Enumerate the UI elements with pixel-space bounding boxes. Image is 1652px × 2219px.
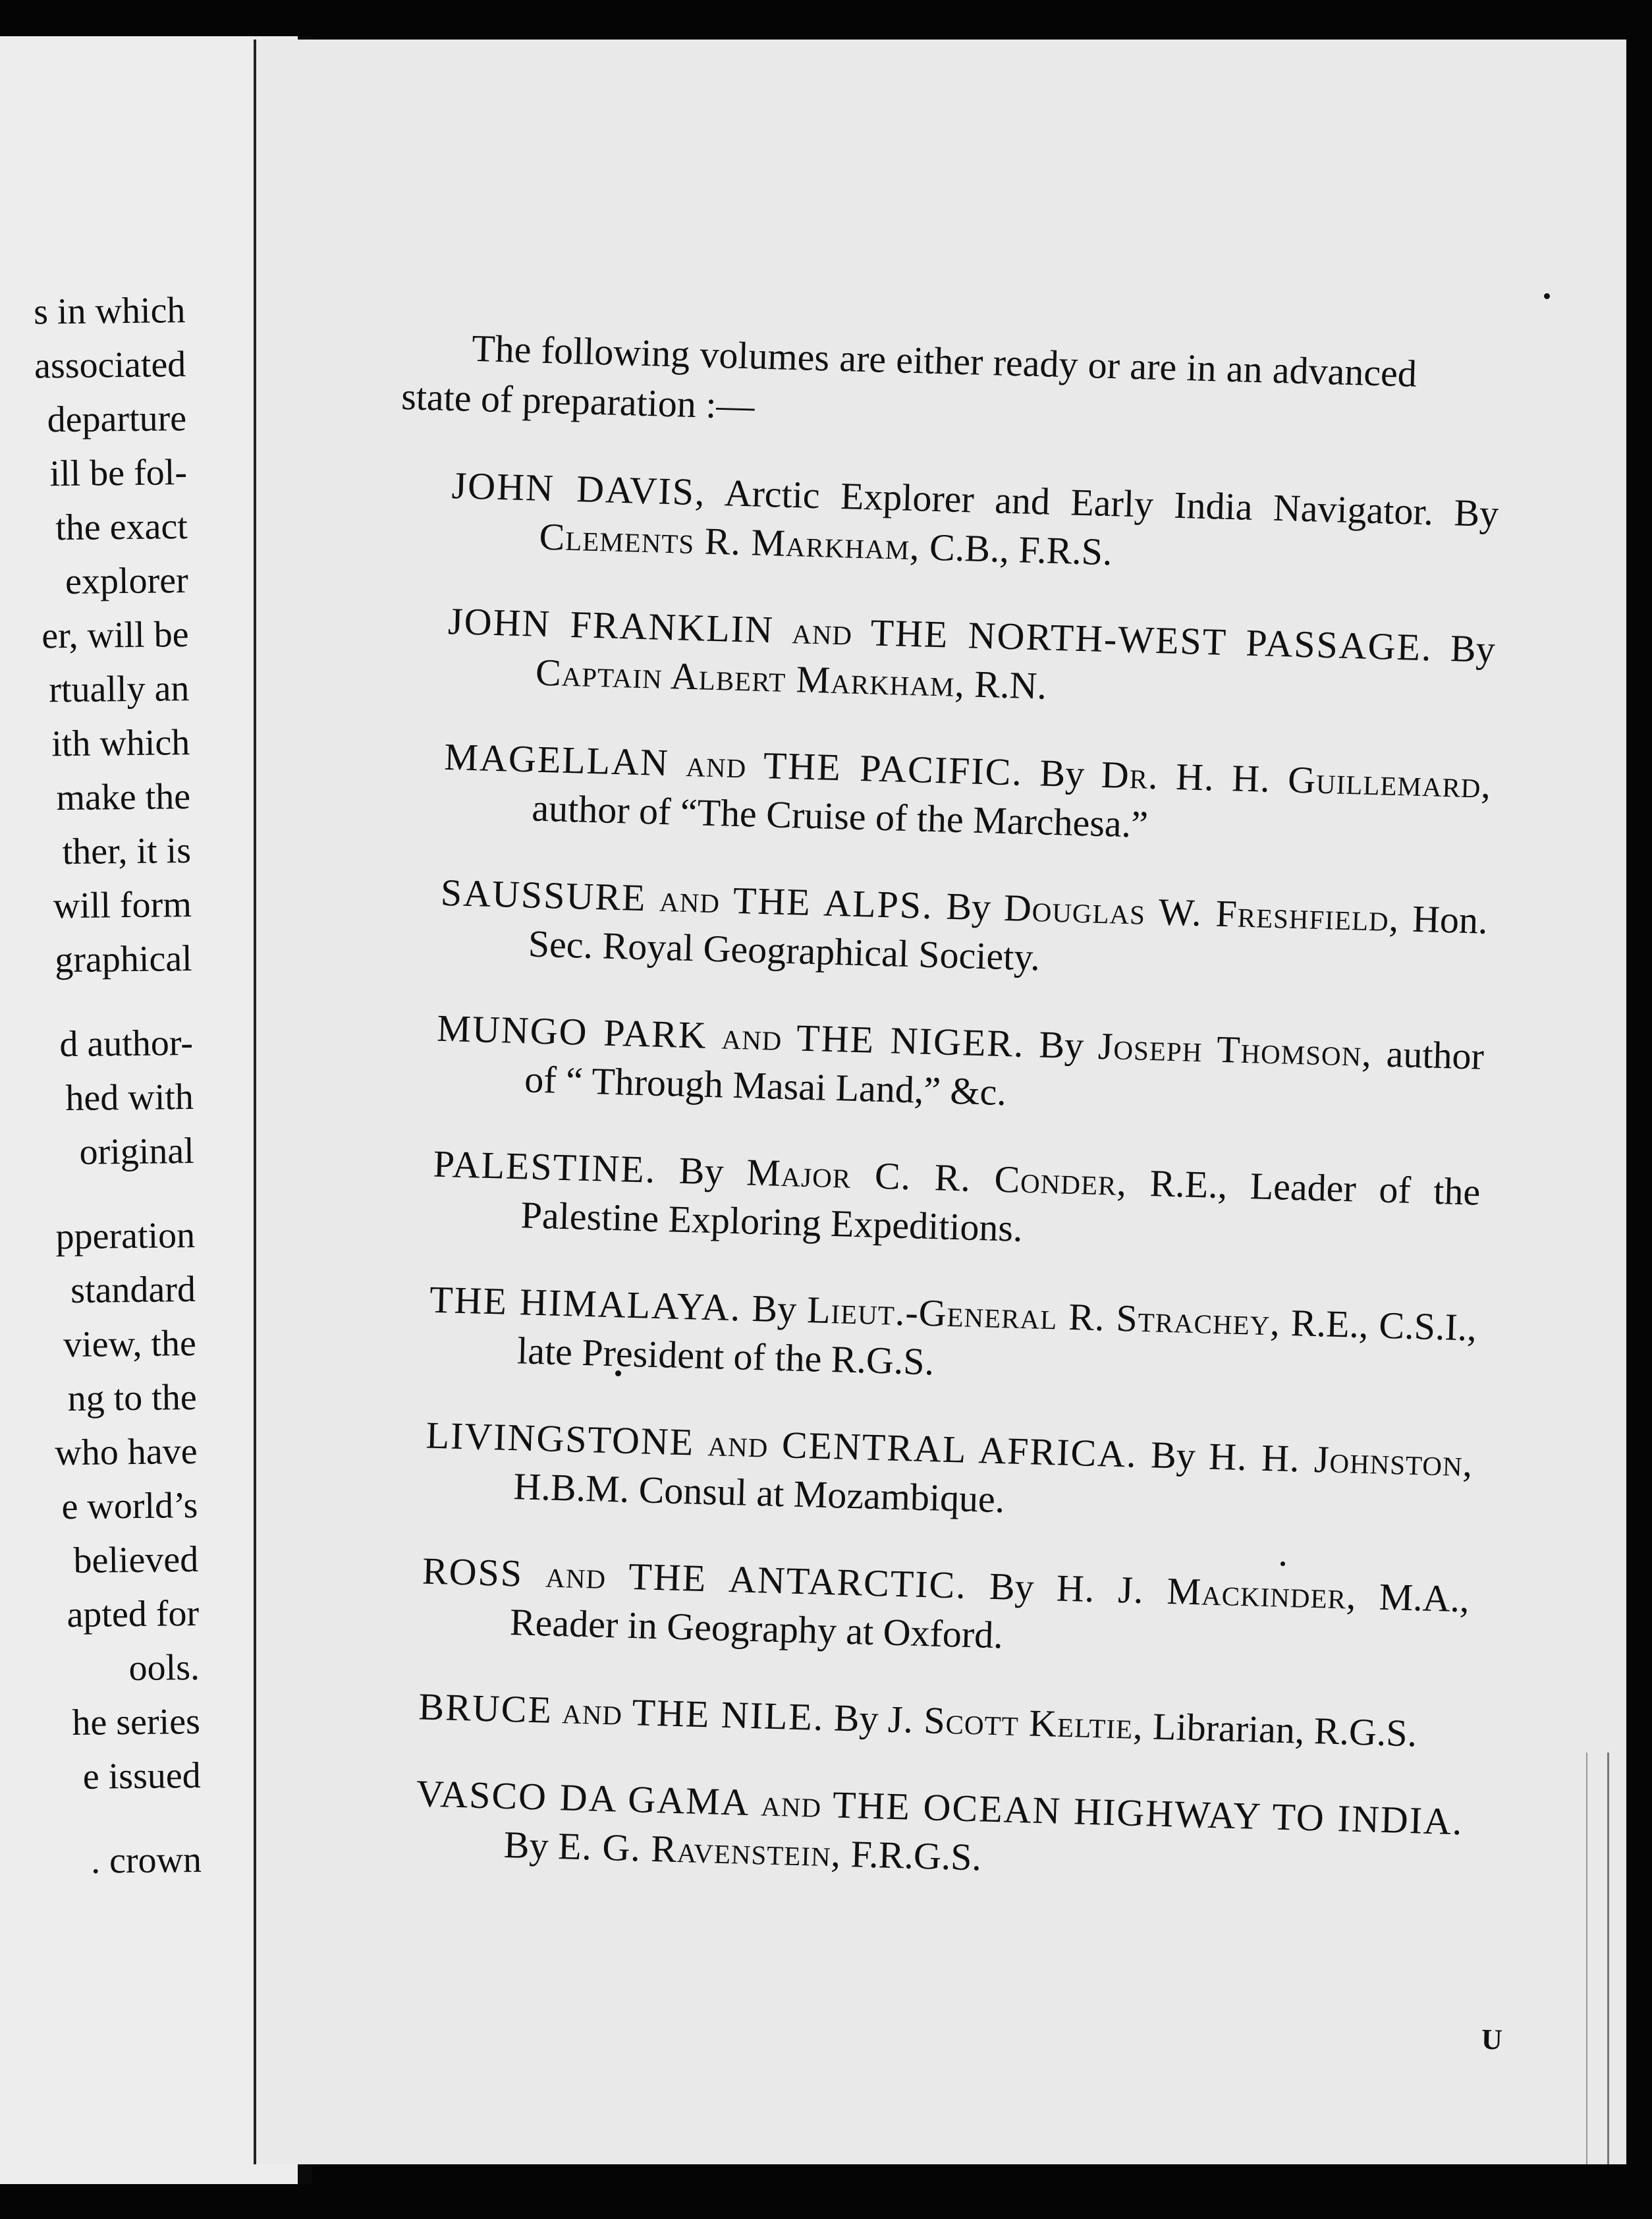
volume-title-continued: THE PACIFIC. [763, 744, 1024, 794]
left-page-line: er, will be [41, 614, 189, 657]
volume-title-continued: CENTRAL AFRICA. [781, 1423, 1138, 1476]
volume-title-continued: THE NIGER. [796, 1016, 1026, 1065]
print-speck [1544, 293, 1550, 299]
entry-description: By [751, 1286, 798, 1331]
entry-description: By [1450, 627, 1496, 671]
left-page-line: pperation [55, 1215, 196, 1258]
author-credentials: H.B.M. Consul at Mozambique. [512, 1465, 1006, 1521]
volume-entry [424, 1411, 1473, 1537]
left-page-line: believed [73, 1538, 199, 1581]
entry-description: By [503, 1822, 549, 1867]
volume-title: THE HIMALAYA. [429, 1278, 742, 1330]
entry-description: By [833, 1696, 879, 1741]
title-conjunction: and [721, 1014, 783, 1059]
left-page-line: he series [72, 1700, 201, 1743]
entry-description: By [945, 884, 992, 929]
left-page-line [0, 986, 193, 1019]
entry-description: By [1150, 1433, 1196, 1478]
entry-description: By [1038, 1023, 1085, 1067]
volume-entry [418, 1682, 1466, 1759]
left-page-line [0, 1803, 202, 1836]
author-credentials: author of “ Through Masai Land,” &c. [524, 1032, 1485, 1114]
left-page-line: ng to the [67, 1376, 197, 1420]
volume-title: BRUCE [418, 1685, 553, 1731]
left-page-line: rtually an [49, 668, 190, 711]
title-conjunction: and [545, 1552, 607, 1597]
author-credentials: author of “The Cruise of the Marchesa.” [531, 786, 1149, 846]
title-conjunction: and [659, 876, 721, 922]
volume-title: SAUSSURE [440, 870, 647, 920]
entry-description: By [989, 1564, 1035, 1609]
author-name: Lieut.-General R. Strachey, [806, 1288, 1281, 1344]
left-page-line: d author- [59, 1023, 194, 1065]
left-page-line: will form [53, 884, 192, 927]
volume-entry [439, 868, 1488, 994]
volume-title-continued: THE NORTH-WEST PASSAGE. [869, 611, 1433, 669]
intro-paragraph: The following volumes are either ready or are in an advanced state of preparation :— [400, 326, 1418, 428]
left-page-line: view, the [63, 1322, 197, 1366]
volume-title: PALESTINE. [432, 1142, 657, 1191]
title-conjunction: and [791, 609, 854, 654]
entries-list [362, 460, 1626, 1899]
author-credentials: M.A., Reader in Geography at Oxford. [509, 1575, 1470, 1657]
title-conjunction: and [685, 741, 748, 787]
left-page-line: s in which [33, 290, 186, 333]
author-name: Dr. H. H. Guillemard, [1101, 752, 1492, 806]
volume-title-continued: THE ANTARCTIC. [628, 1554, 968, 1607]
left-page-line: make the [56, 776, 191, 819]
volume-entry [435, 1004, 1484, 1130]
author-name: Clements R. Markham, [538, 515, 921, 569]
left-page-line [0, 1178, 195, 1211]
author-credentials: C.B., F.R.S. [929, 525, 1113, 574]
volume-title: MUNGO PARK [436, 1006, 708, 1057]
title-conjunction: and [707, 1421, 769, 1466]
left-page-line: ill be fol- [49, 452, 188, 495]
left-page-line: original [79, 1131, 195, 1173]
left-page-line: departure [47, 398, 187, 441]
volume-entry [443, 733, 1492, 858]
author-credentials: R.N. [974, 662, 1047, 708]
volume-title-continued: THE NILE. [631, 1691, 825, 1739]
volume-title: LIVINGSTONE [425, 1413, 696, 1464]
left-page-line: . crown [90, 1839, 202, 1882]
left-page-line: e world’s [61, 1484, 198, 1528]
author-name: J. Scott Keltie, [887, 1697, 1144, 1748]
volume-title: ROSS [422, 1549, 524, 1595]
author-name: Douglas W. Freshfield, [1003, 885, 1400, 940]
left-page-line: ith which [51, 722, 190, 765]
left-page-line: the exact [55, 506, 188, 549]
volume-entry [427, 1276, 1477, 1401]
author-name: Joseph Thomson, [1097, 1024, 1373, 1075]
author-name: Major C. R. Conder, [746, 1150, 1128, 1204]
volume-entry [420, 1546, 1470, 1672]
author-credentials: R.E., Leader of the Palestine Exploring Expeditions. [520, 1162, 1481, 1250]
volume-title: JOHN DAVIS, [451, 464, 707, 514]
left-page-line: who have [55, 1430, 198, 1474]
title-conjunction: and [561, 1689, 624, 1733]
left-page-line: e issued [82, 1755, 201, 1797]
signature-mark: U [1481, 2023, 1503, 2056]
volume-title: MAGELLAN [443, 735, 670, 785]
left-page-line: standard [70, 1268, 196, 1311]
left-page-line: explorer [65, 560, 188, 603]
entry-description: By [1039, 751, 1086, 796]
entry-description: By [678, 1148, 725, 1193]
author-credentials: F.R.G.S. [850, 1832, 982, 1879]
author-name: H. H. Johnston, [1208, 1434, 1474, 1485]
volume-title-continued: THE OCEAN HIGHWAY TO INDIA. [832, 1783, 1464, 1843]
volume-title-continued: THE ALPS. [732, 878, 934, 928]
left-page-line: hed with [65, 1077, 194, 1119]
left-page-line: associated [34, 344, 186, 387]
author-name: H. J. Mackinder, [1055, 1566, 1358, 1617]
volume-list [362, 283, 1626, 1911]
volume-entry [446, 597, 1495, 723]
author-name: Captain Albert Markham, [535, 650, 966, 706]
author-credentials: Librarian, R.G.S. [1152, 1704, 1418, 1755]
author-credentials: R.E., C.S.I., late President of the R.G.S. [516, 1301, 1477, 1384]
left-page-line: ther, it is [62, 830, 192, 873]
title-conjunction: and [760, 1781, 823, 1826]
volume-entry [431, 1140, 1481, 1266]
left-page-line: ools. [128, 1646, 200, 1689]
left-page-text [0, 283, 202, 1890]
volume-title: JOHN FRANKLIN [447, 599, 775, 652]
volume-entry [414, 1769, 1464, 1895]
left-page-line: graphical [55, 938, 193, 981]
author-credentials: Hon. Sec. Royal Geographical Society. [528, 897, 1489, 979]
author-name: E. G. Ravenstein, [557, 1824, 842, 1875]
left-page-line: apted for [67, 1592, 200, 1636]
right-page [254, 40, 1626, 2164]
volume-title: VASCO DA GAMA [416, 1772, 751, 1824]
entry-description: Arctic Explorer and Early India Navigator. By [723, 471, 1500, 536]
volume-entry [450, 461, 1499, 587]
